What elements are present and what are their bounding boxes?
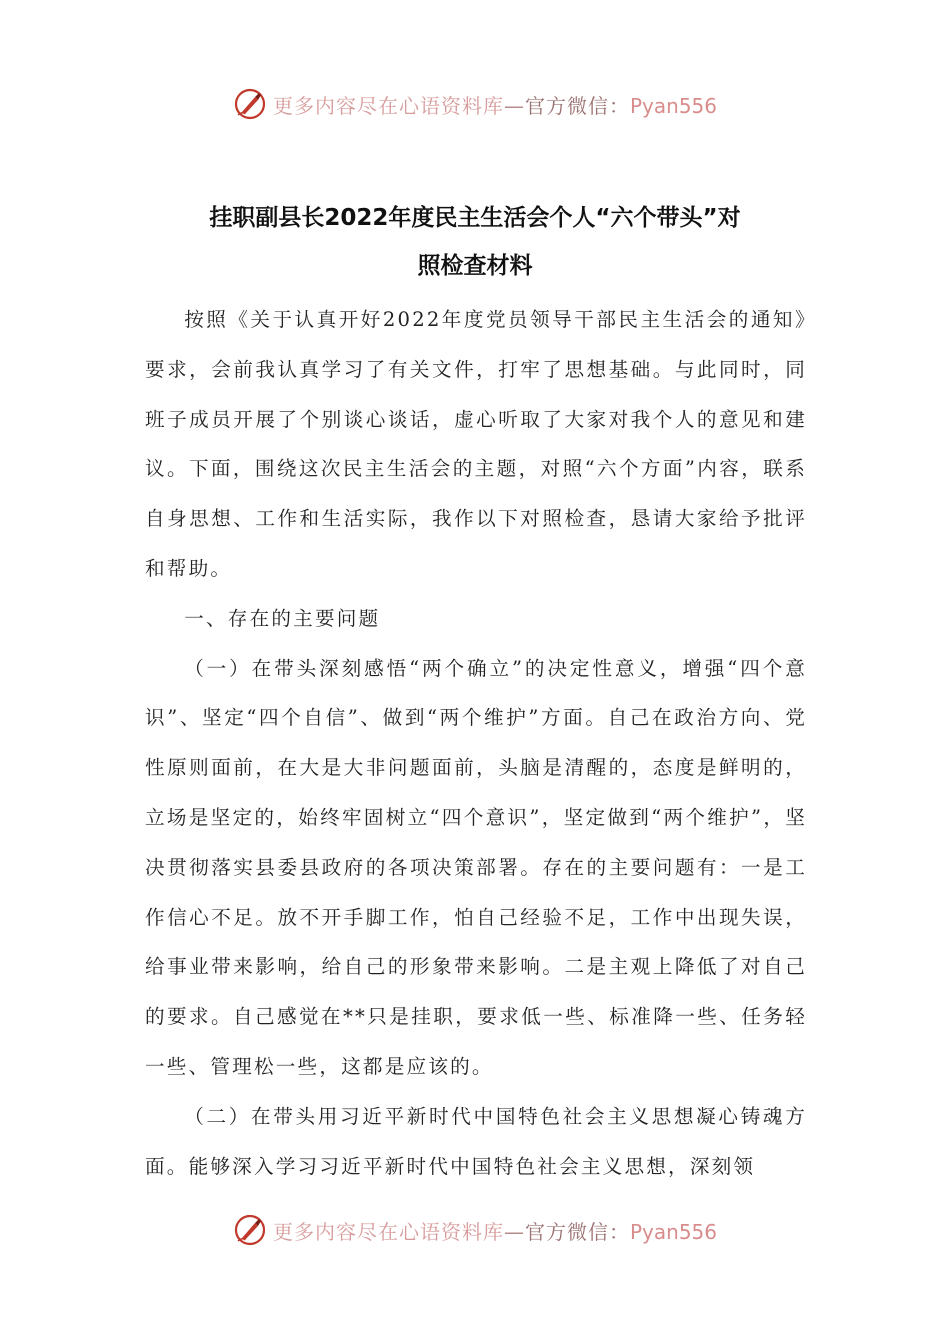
- section-heading-problems: 一、存在的主要问题: [184, 606, 381, 630]
- watermark-dash: —: [503, 93, 525, 118]
- paragraph-item-2: （二）在带头用习近平新时代中国特色社会主义思想凝心铸魂方面。能够深入学习习近平新时代中国特色社会主义思想，深刻领: [145, 1104, 807, 1178]
- paragraph-item-1: （一）在带头深刻感悟“两个确立”的决定性意义，增强“四个意识”、坚定“四个自信”、做到“两个维护”方面。自己在政治方向、党性原则面前，在大是大非问题面前，头脑是清醒的，态度是鲜明的，立场是坚定的，始终牢固树立“四个意识”，坚定做到“两个维护”，坚决贯彻落实县委县政府的各项决策部署。存在的主要问题有：一是工作信心不足。放不开手脚工作，怕自己经验不足，工作中出现失误，给事业带来影响，给自己的形象带来影响。二是主观上降低了对自己的要求。自己感觉在**只是挂职，要求低一些、标准降一些、任务轻一些、管理松一些，这都是应该的。: [145, 656, 807, 1078]
- watermark-wechat-id: Pyan556: [629, 93, 717, 118]
- watermark-header: [0, 82, 950, 126]
- pen-nib-icon: [233, 1213, 267, 1247]
- document-body: [145, 295, 807, 1191]
- watermark-prefix: 更多内容尽在心语资料库: [272, 1219, 504, 1244]
- pen-nib-icon: [233, 87, 267, 121]
- document-title: [145, 194, 805, 290]
- title-line-2: 照检查材料: [417, 253, 533, 279]
- watermark-wechat-label: 官方微信：: [524, 1219, 630, 1244]
- title-line-1: 挂职副县长2022年度民主生活会个人“六个带头”对: [209, 205, 741, 231]
- watermark-footer: [0, 1208, 950, 1252]
- watermark-wechat-label: 官方微信：: [524, 93, 630, 118]
- watermark-prefix: 更多内容尽在心语资料库: [272, 93, 504, 118]
- paragraph-intro: 按照《关于认真开好2022年度党员领导干部民主生活会的通知》要求，会前我认真学习了有关文件，打牢了思想基础。与此同时，同班子成员开展了个别谈心谈话，虚心听取了大家对我个人的意见和建议。下面，围绕这次民主生活会的主题，对照“六个方面”内容，联系自身思想、工作和生活实际，我作以下对照检查，恳请大家给予批评和帮助。: [145, 308, 807, 580]
- watermark-wechat-id: Pyan556: [629, 1219, 717, 1244]
- watermark-dash: —: [503, 1219, 525, 1244]
